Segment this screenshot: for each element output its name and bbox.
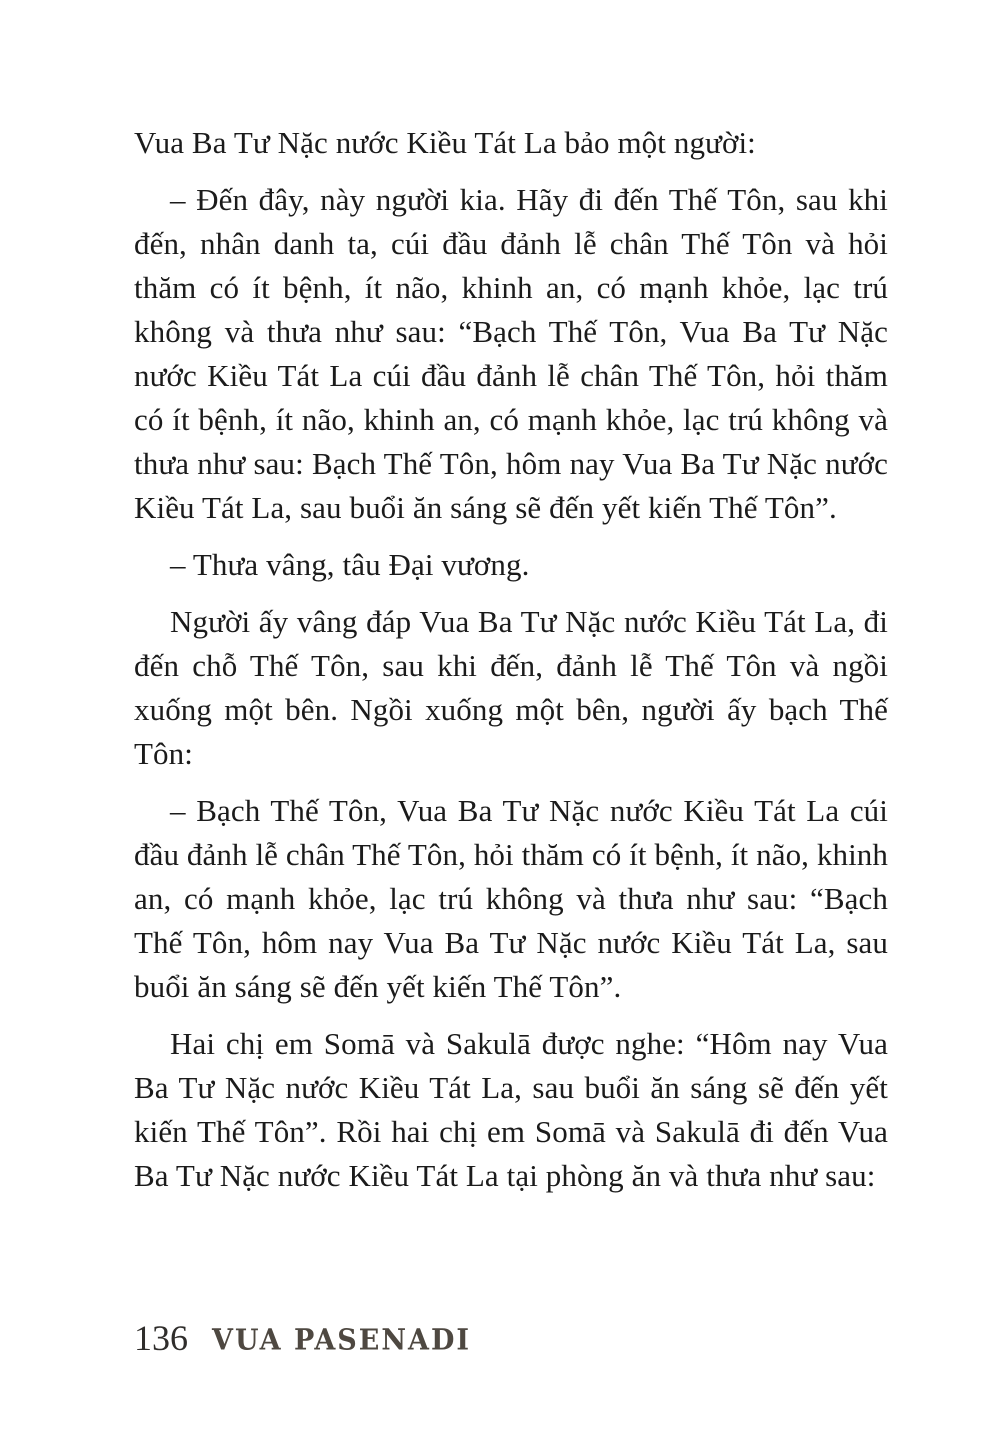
paragraph: – Bạch Thế Tôn, Vua Ba Tư Nặc nước Kiều Tát La cúi đầu đảnh lễ chân Thế Tôn, hỏi thăm có ít bệnh, ít não, khinh an, có mạnh khỏe, lạc trú không và thưa như sau: “Bạch Thế Tôn, hôm nay Vua Ba Tư Nặc nước Kiều Tát La, sau buổi ăn sáng sẽ đến yết kiến Thế Tôn”. — [134, 793, 888, 1004]
paragraph: Hai chị em Somā và Sakulā được nghe: “Hôm nay Vua Ba Tư Nặc nước Kiều Tát La, sau buổi ăn sáng sẽ đến yết kiến Thế Tôn”. Rồi hai chị em Somā và Sakulā đi đến Vua Ba Tư Nặc nước Kiều Tát La tại phòng ăn và thưa như sau: — [134, 1026, 888, 1193]
running-title: VUA PASENADI — [212, 1323, 472, 1357]
paragraph: Người ấy vâng đáp Vua Ba Tư Nặc nước Kiều Tát La, đi đến chỗ Thế Tôn, sau khi đến, đảnh lễ Thế Tôn và ngồi xuống một bên. Ngồi xuống một bên, người ấy bạch Thế Tôn: — [134, 604, 888, 771]
page-footer — [134, 1318, 471, 1359]
page-number: 136 — [134, 1318, 188, 1358]
body-text — [134, 121, 888, 1211]
paragraph: – Đến đây, này người kia. Hãy đi đến Thế Tôn, sau khi đến, nhân danh ta, cúi đầu đảnh lễ chân Thế Tôn và hỏi thăm có ít bệnh, ít não, khinh an, có mạnh khỏe, lạc trú không và thưa như sau: “Bạch Thế Tôn, Vua Ba Tư Nặc nước Kiều Tát La cúi đầu đảnh lễ chân Thế Tôn, hỏi thăm có ít bệnh, ít não, khinh an, có mạnh khỏe, lạc trú không và thưa như sau: Bạch Thế Tôn, hôm nay Vua Ba Tư Nặc nước Kiều Tát La, sau buổi ăn sáng sẽ đến yết kiến Thế Tôn”. — [134, 182, 888, 525]
paragraph: – Thưa vâng, tâu Đại vương. — [170, 547, 530, 582]
paragraph: Vua Ba Tư Nặc nước Kiều Tát La bảo một người: — [134, 125, 756, 160]
